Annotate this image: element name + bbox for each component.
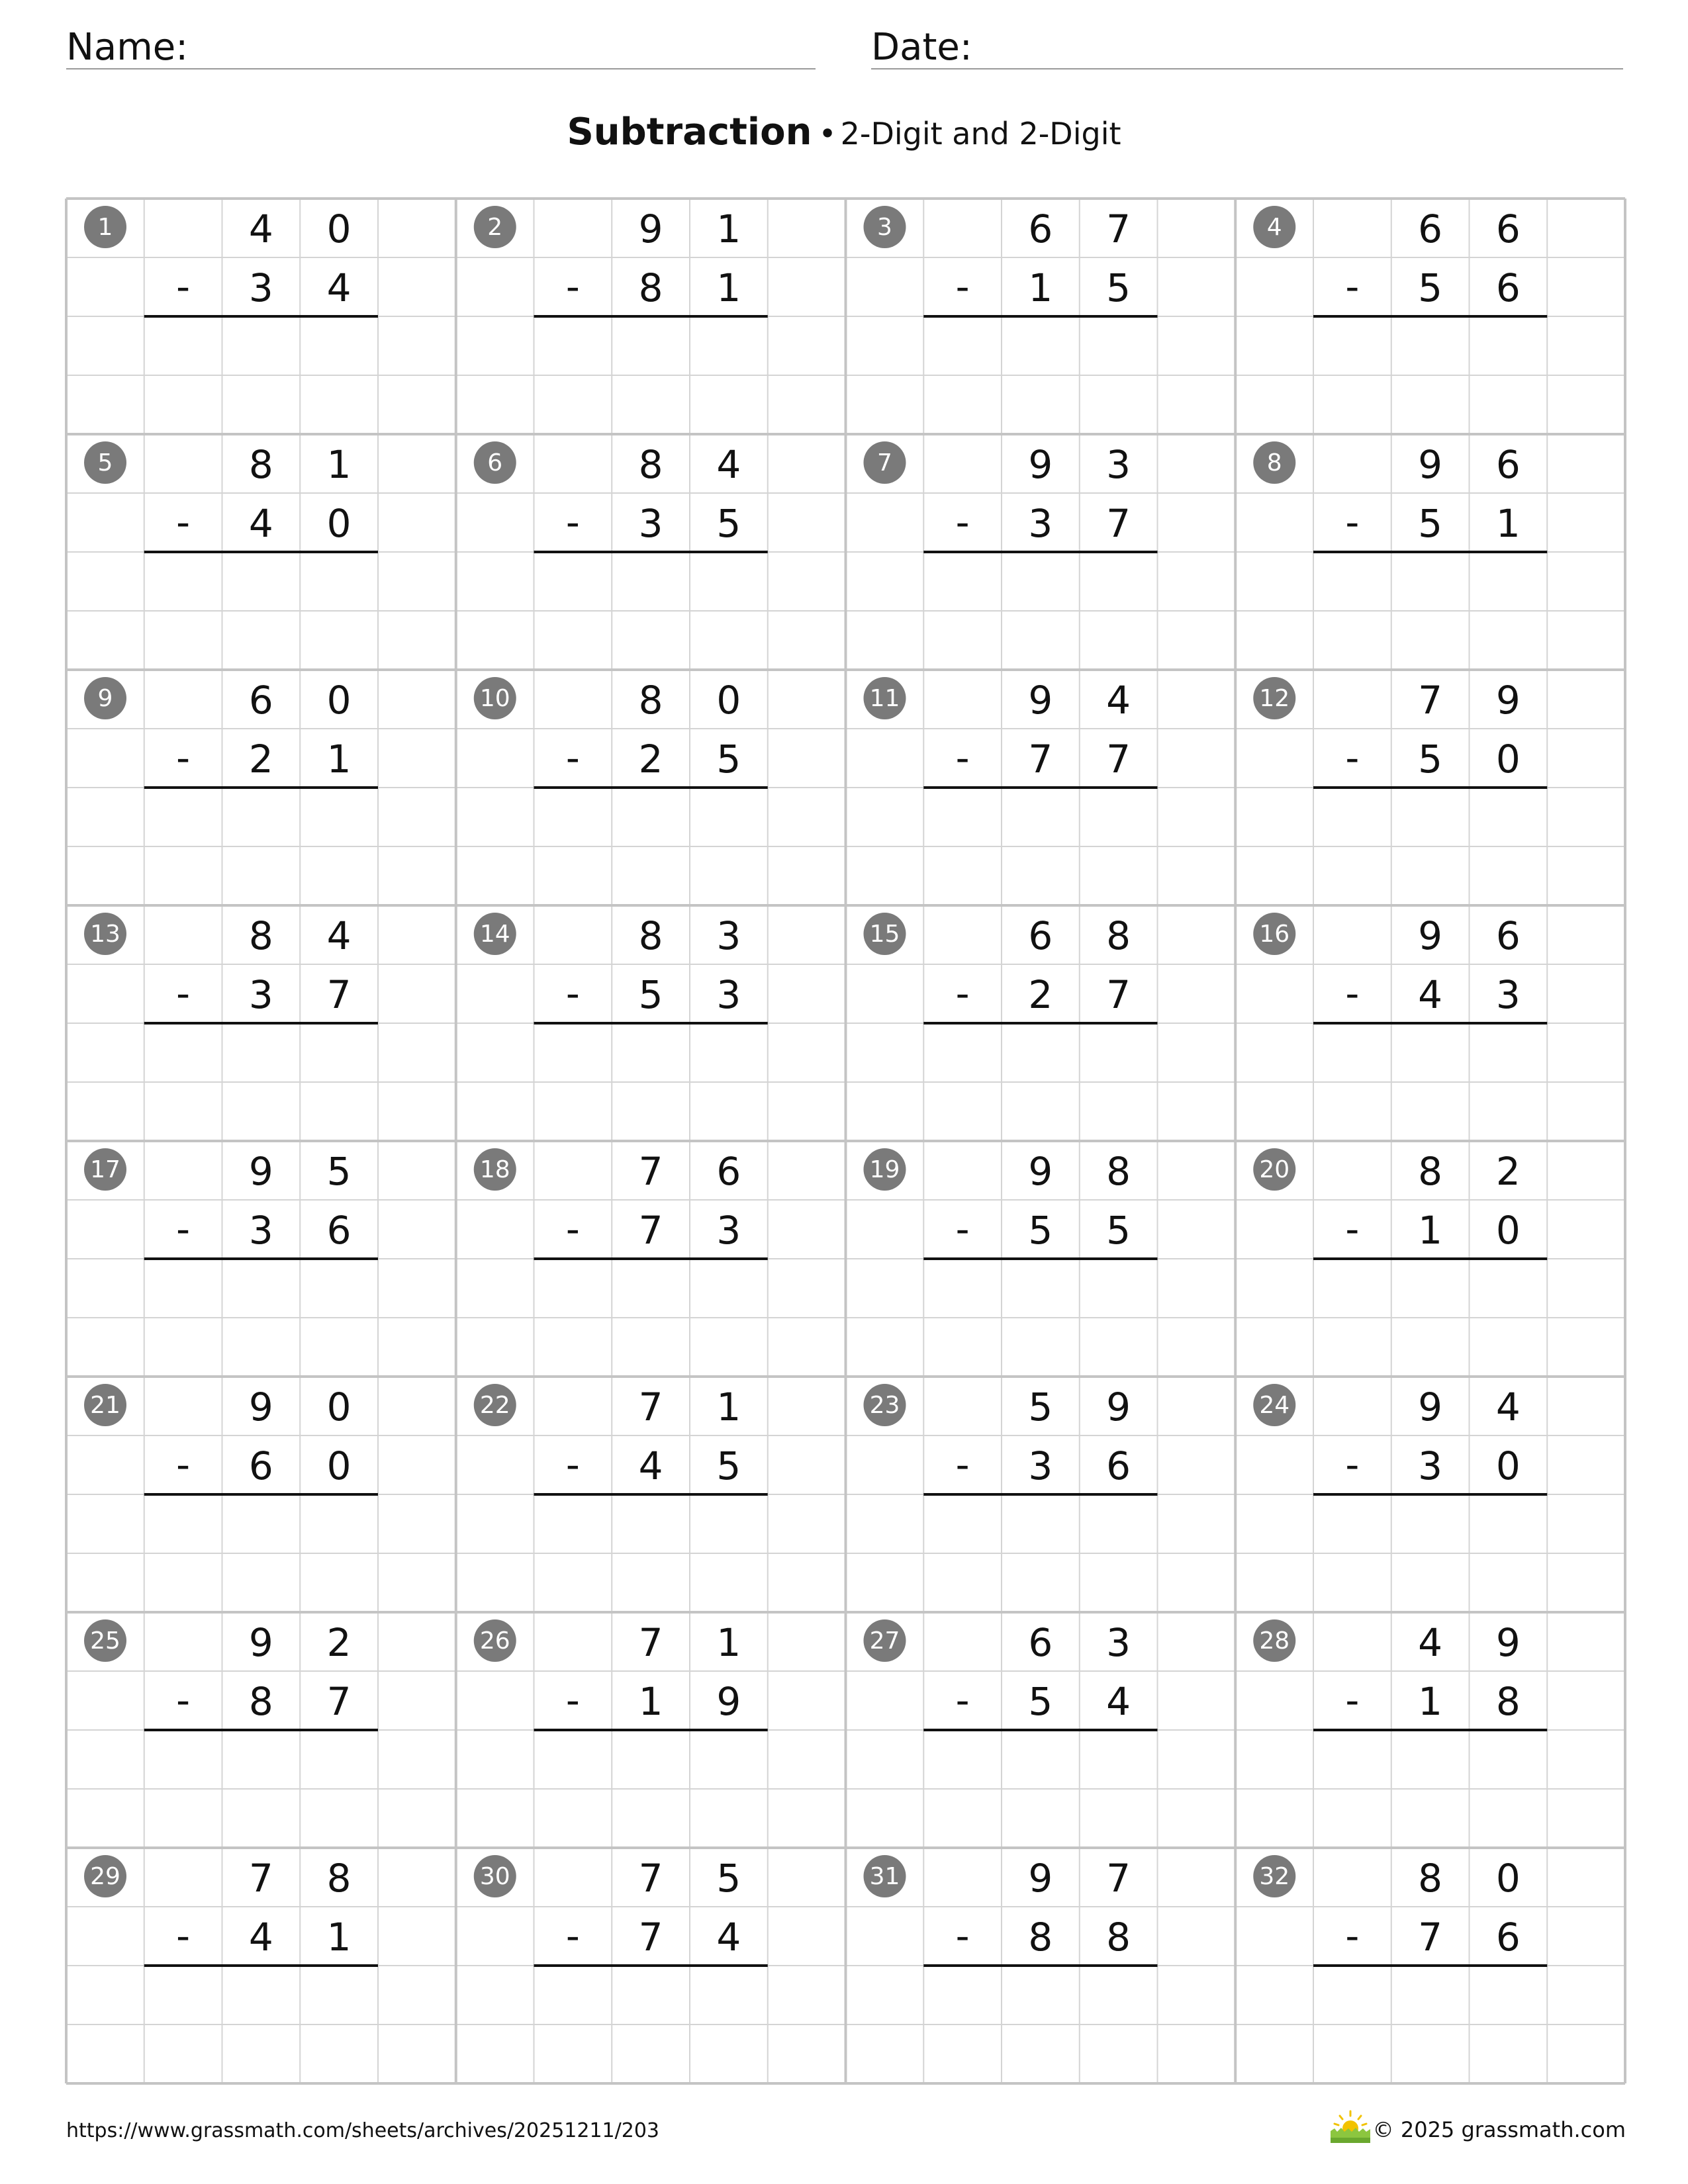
top-digit: 9 [1106, 1385, 1131, 1430]
top-digit: 9 [1418, 1385, 1443, 1430]
bottom-digit: 0 [326, 1443, 352, 1488]
bottom-digit: 5 [716, 501, 741, 546]
problem-15 [864, 913, 1158, 1023]
problem-28 [1253, 1619, 1547, 1730]
problem-7 [864, 441, 1158, 552]
top-digit: 7 [638, 1620, 663, 1665]
bottom-digit: 8 [1495, 1679, 1521, 1724]
minus-sign: - [565, 1206, 580, 1251]
bottom-digit: 5 [1028, 1679, 1053, 1724]
problem-21 [84, 1384, 378, 1494]
bottom-digit: 5 [1418, 737, 1443, 782]
problem-27 [864, 1619, 1158, 1730]
problem-number: 26 [479, 1627, 510, 1655]
bottom-digit: 3 [1028, 501, 1053, 546]
footer-url[interactable]: https://www.grassmath.com/sheets/archives/20251211/203 [66, 2119, 660, 2142]
top-digit: 6 [1418, 206, 1443, 251]
minus-sign: - [1345, 1913, 1360, 1958]
bottom-digit: 0 [1495, 1443, 1521, 1488]
top-digit: 4 [1106, 678, 1131, 723]
bottom-digit: 5 [1106, 265, 1131, 310]
minus-sign: - [955, 1442, 970, 1487]
minus-sign: - [1345, 1678, 1360, 1723]
bottom-digit: 1 [1418, 1208, 1443, 1253]
problem-3 [864, 206, 1158, 316]
minus-sign: - [1345, 735, 1360, 780]
top-digit: 8 [638, 442, 663, 487]
problem-number: 17 [90, 1156, 120, 1183]
minus-sign: - [955, 1678, 970, 1723]
problem-31 [864, 1855, 1158, 1966]
bottom-digit: 2 [248, 737, 273, 782]
problem-14 [474, 913, 768, 1023]
minus-sign: - [565, 500, 580, 545]
top-digit: 8 [326, 1856, 352, 1901]
top-digit: 4 [1495, 1385, 1521, 1430]
problem-number: 9 [97, 685, 113, 712]
bottom-digit: 4 [716, 1915, 741, 1960]
minus-sign: - [955, 264, 970, 309]
bottom-digit: 2 [638, 737, 663, 782]
top-digit: 9 [248, 1620, 273, 1665]
top-digit: 4 [248, 206, 273, 251]
top-digit: 5 [1028, 1385, 1053, 1430]
top-digit: 6 [1028, 1620, 1053, 1665]
minus-sign: - [565, 971, 580, 1016]
bottom-digit: 7 [1106, 501, 1131, 546]
title-subtitle: 2-Digit and 2-Digit [840, 116, 1121, 152]
problem-number: 25 [90, 1627, 120, 1655]
bottom-digit: 7 [1106, 972, 1131, 1017]
top-digit: 6 [716, 1149, 741, 1194]
problem-number: 13 [90, 921, 120, 948]
problem-13 [84, 913, 378, 1023]
problem-24 [1253, 1384, 1547, 1494]
bottom-digit: 5 [716, 1443, 741, 1488]
problem-32 [1253, 1855, 1547, 1966]
minus-sign: - [176, 500, 191, 545]
top-digit: 7 [1106, 1856, 1131, 1901]
problem-19 [864, 1148, 1158, 1259]
problem-number: 11 [869, 685, 900, 712]
bottom-digit: 6 [1106, 1443, 1131, 1488]
bottom-digit: 3 [638, 501, 663, 546]
problem-20 [1253, 1148, 1547, 1259]
problem-11 [864, 677, 1158, 788]
problem-number: 2 [487, 214, 503, 241]
top-digit: 6 [248, 678, 273, 723]
bottom-digit: 1 [326, 1915, 352, 1960]
top-digit: 7 [248, 1856, 273, 1901]
bottom-digit: 4 [326, 265, 352, 310]
bottom-digit: 7 [1106, 737, 1131, 782]
minus-sign: - [955, 500, 970, 545]
bottom-digit: 3 [716, 1208, 741, 1253]
problem-9 [84, 677, 378, 788]
problem-number: 14 [479, 921, 510, 948]
top-digit: 9 [1028, 1856, 1053, 1901]
bottom-digit: 3 [1028, 1443, 1053, 1488]
bottom-digit: 7 [1418, 1915, 1443, 1960]
problem-number: 28 [1259, 1627, 1290, 1655]
problem-number: 21 [90, 1392, 120, 1419]
top-digit: 8 [638, 913, 663, 958]
problem-16 [1253, 913, 1547, 1023]
minus-sign: - [955, 1206, 970, 1251]
problem-2 [474, 206, 768, 316]
top-digit: 7 [1418, 678, 1443, 723]
top-digit: 3 [1106, 1620, 1131, 1665]
minus-sign: - [1345, 264, 1360, 309]
problem-1 [84, 206, 378, 316]
minus-sign: - [176, 1442, 191, 1487]
top-digit: 7 [1106, 206, 1131, 251]
name-label: Name: [66, 26, 189, 69]
bottom-digit: 4 [248, 501, 273, 546]
problem-4 [1253, 206, 1547, 316]
problem-23 [864, 1384, 1158, 1494]
problem-number: 27 [869, 1627, 900, 1655]
minus-sign: - [176, 264, 191, 309]
minus-sign: - [1345, 500, 1360, 545]
problem-number: 10 [479, 685, 510, 712]
minus-sign: - [565, 1442, 580, 1487]
bottom-digit: 9 [716, 1679, 741, 1724]
top-digit: 0 [326, 678, 352, 723]
top-digit: 1 [716, 1385, 741, 1430]
top-digit: 9 [1028, 1149, 1053, 1194]
bottom-digit: 3 [1418, 1443, 1443, 1488]
top-digit: 9 [1418, 442, 1443, 487]
problem-number: 23 [869, 1392, 900, 1419]
minus-sign: - [1345, 1442, 1360, 1487]
minus-sign: - [955, 1913, 970, 1958]
minus-sign: - [176, 971, 191, 1016]
bottom-digit: 6 [326, 1208, 352, 1253]
bottom-digit: 8 [248, 1679, 273, 1724]
problem-number: 31 [869, 1863, 900, 1890]
top-digit: 3 [1106, 442, 1131, 487]
top-digit: 6 [1495, 206, 1521, 251]
top-digit: 4 [326, 913, 352, 958]
problem-number: 32 [1259, 1863, 1290, 1890]
top-digit: 9 [1418, 913, 1443, 958]
minus-sign: - [565, 264, 580, 309]
bottom-digit: 5 [1106, 1208, 1131, 1253]
top-digit: 0 [326, 1385, 352, 1430]
bottom-digit: 1 [1028, 265, 1053, 310]
top-digit: 0 [326, 206, 352, 251]
bottom-digit: 1 [1418, 1679, 1443, 1724]
bottom-digit: 2 [1028, 972, 1053, 1017]
bottom-digit: 5 [716, 737, 741, 782]
problem-number: 30 [479, 1863, 510, 1890]
bottom-digit: 1 [638, 1679, 663, 1724]
grass-sun-logo-icon [1328, 2109, 1373, 2144]
bottom-digit: 7 [326, 972, 352, 1017]
problem-17 [84, 1148, 378, 1259]
top-digit: 5 [326, 1149, 352, 1194]
bottom-digit: 3 [248, 1208, 273, 1253]
bottom-digit: 4 [1418, 972, 1443, 1017]
problem-number: 16 [1259, 921, 1290, 948]
bottom-digit: 6 [1495, 265, 1521, 310]
problem-25 [84, 1619, 378, 1730]
bottom-digit: 4 [1106, 1679, 1131, 1724]
bottom-digit: 0 [1495, 1208, 1521, 1253]
top-digit: 8 [1418, 1856, 1443, 1901]
minus-sign: - [565, 1913, 580, 1958]
title-main: Subtraction [567, 111, 812, 154]
minus-sign: - [955, 735, 970, 780]
bottom-digit: 7 [638, 1915, 663, 1960]
bottom-digit: 8 [1106, 1915, 1131, 1960]
problem-number: 19 [869, 1156, 900, 1183]
bottom-digit: 3 [1495, 972, 1521, 1017]
bottom-digit: 4 [638, 1443, 663, 1488]
bottom-digit: 8 [1028, 1915, 1053, 1960]
minus-sign: - [176, 1913, 191, 1958]
bottom-digit: 5 [638, 972, 663, 1017]
top-digit: 8 [248, 913, 273, 958]
top-digit: 7 [638, 1149, 663, 1194]
problem-number: 24 [1259, 1392, 1290, 1419]
top-digit: 9 [248, 1385, 273, 1430]
top-digit: 8 [248, 442, 273, 487]
problem-5 [84, 441, 378, 552]
problem-number: 8 [1266, 449, 1282, 477]
top-digit: 9 [1495, 678, 1521, 723]
problem-number: 29 [90, 1863, 120, 1890]
problem-number: 12 [1259, 685, 1290, 712]
problem-number: 1 [97, 214, 113, 241]
bottom-digit: 7 [326, 1679, 352, 1724]
problem-8 [1253, 441, 1547, 552]
problem-26 [474, 1619, 768, 1730]
problem-number: 4 [1266, 214, 1282, 241]
top-digit: 8 [1106, 913, 1131, 958]
bottom-digit: 1 [326, 737, 352, 782]
top-digit: 6 [1495, 913, 1521, 958]
minus-sign: - [565, 1678, 580, 1723]
problem-number: 3 [877, 214, 892, 241]
top-digit: 5 [716, 1856, 741, 1901]
top-digit: 2 [1495, 1149, 1521, 1194]
bottom-digit: 7 [638, 1208, 663, 1253]
top-digit: 3 [716, 913, 741, 958]
problem-number: 18 [479, 1156, 510, 1183]
top-digit: 8 [1106, 1149, 1131, 1194]
bottom-digit: 8 [638, 265, 663, 310]
bottom-digit: 0 [1495, 737, 1521, 782]
top-digit: 1 [326, 442, 352, 487]
minus-sign: - [565, 735, 580, 780]
top-digit: 9 [1495, 1620, 1521, 1665]
minus-sign: - [1345, 971, 1360, 1016]
top-digit: 4 [1418, 1620, 1443, 1665]
top-digit: 9 [248, 1149, 273, 1194]
problem-12 [1253, 677, 1547, 788]
top-digit: 4 [716, 442, 741, 487]
top-digit: 9 [1028, 678, 1053, 723]
title-bullet: • [818, 116, 837, 152]
problem-10 [474, 677, 768, 788]
bottom-digit: 0 [326, 501, 352, 546]
bottom-digit: 6 [1495, 1915, 1521, 1960]
bottom-digit: 7 [1028, 737, 1053, 782]
top-digit: 2 [326, 1620, 352, 1665]
bottom-digit: 6 [248, 1443, 273, 1488]
top-digit: 1 [716, 206, 741, 251]
top-digit: 9 [1028, 442, 1053, 487]
date-label: Date: [871, 26, 972, 69]
problem-number: 20 [1259, 1156, 1290, 1183]
footer-copyright: © 2025 grassmath.com [1372, 2117, 1626, 2142]
problem-29 [84, 1855, 378, 1966]
minus-sign: - [176, 1678, 191, 1723]
bottom-digit: 5 [1028, 1208, 1053, 1253]
top-digit: 6 [1028, 206, 1053, 251]
problem-number: 22 [479, 1392, 510, 1419]
top-digit: 6 [1028, 913, 1053, 958]
minus-sign: - [1345, 1206, 1360, 1251]
top-digit: 6 [1495, 442, 1521, 487]
bottom-digit: 3 [716, 972, 741, 1017]
bottom-digit: 1 [716, 265, 741, 310]
problem-number: 15 [869, 921, 900, 948]
bottom-digit: 3 [248, 265, 273, 310]
top-digit: 7 [638, 1385, 663, 1430]
bottom-digit: 4 [248, 1915, 273, 1960]
bottom-digit: 5 [1418, 501, 1443, 546]
top-digit: 8 [638, 678, 663, 723]
top-digit: 9 [638, 206, 663, 251]
problem-30 [474, 1855, 768, 1966]
problem-number: 6 [487, 449, 503, 477]
problem-22 [474, 1384, 768, 1494]
top-digit: 0 [716, 678, 741, 723]
problem-number: 7 [877, 449, 892, 477]
top-digit: 7 [638, 1856, 663, 1901]
top-digit: 0 [1495, 1856, 1521, 1901]
top-digit: 1 [716, 1620, 741, 1665]
bottom-digit: 5 [1418, 265, 1443, 310]
problem-number: 5 [97, 449, 113, 477]
bottom-digit: 3 [248, 972, 273, 1017]
minus-sign: - [955, 971, 970, 1016]
bottom-digit: 1 [1495, 501, 1521, 546]
problem-6 [474, 441, 768, 552]
top-digit: 8 [1418, 1149, 1443, 1194]
minus-sign: - [176, 1206, 191, 1251]
minus-sign: - [176, 735, 191, 780]
problem-18 [474, 1148, 768, 1259]
